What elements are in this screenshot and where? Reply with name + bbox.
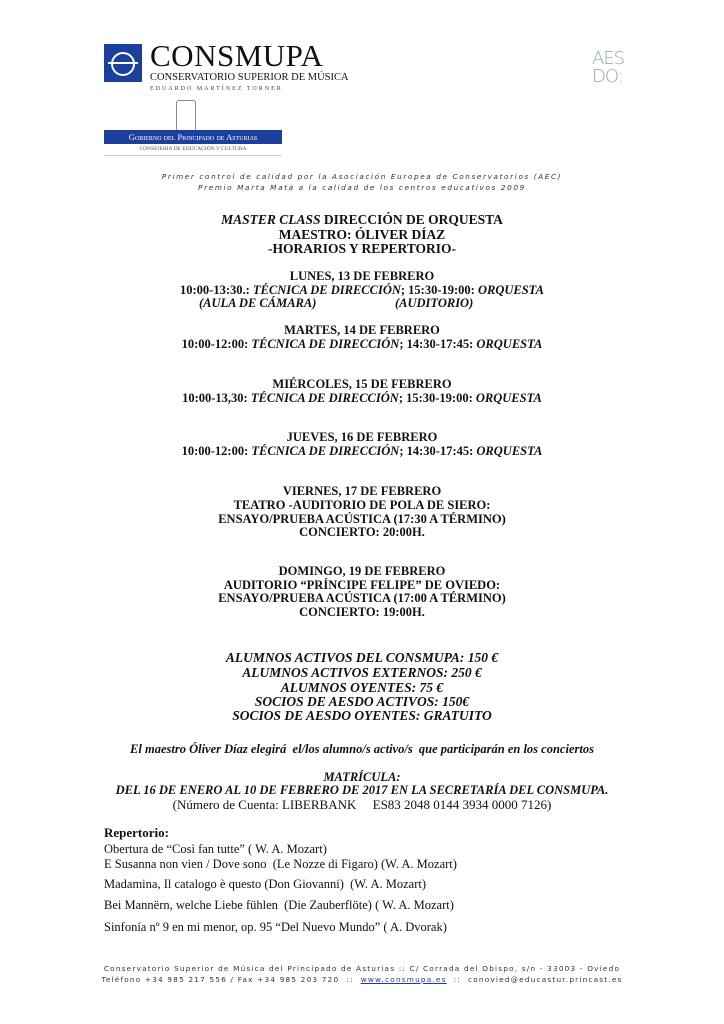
footer-address: Conservatorio Superior de Música del Principado de Asturias :: C/ Corrada del Obispo, s/n - 33003 - Oviedo — [103, 964, 621, 973]
repertoire-item: Bei Mannërn, welche Liebe fühlen (Die Zauberflöte) ( W. A. Mozart) — [104, 898, 454, 912]
day-martes: MARTES, 14 DE FEBRERO — [284, 323, 440, 337]
activity: TÉCNICA DE DIRECCIÓN — [251, 444, 400, 458]
bank-account: (Número de Cuenta: LIBERBANK ES83 2048 0144 3934 0000 7126) — [172, 797, 552, 812]
time: 10:00-12:00: — [181, 444, 252, 458]
activity: ORQUESTA — [476, 444, 543, 458]
quality-line-1: Primer control de calidad por la Asociación Europea de Conservatorios (AEC) — [161, 172, 563, 181]
domingo-concert: CONCIERTO: 19:00H. — [299, 605, 425, 619]
viernes-concert: CONCIERTO: 20:00H. — [299, 525, 425, 539]
time: ; 14:30-17:45: — [399, 337, 477, 351]
fee-item: ALUMNOS ACTIVOS EXTERNOS: 250 € — [242, 665, 482, 680]
gov-banner: Gobierno del Principado de Asturias — [104, 130, 282, 144]
website-link[interactable]: www.consmupa.es — [360, 975, 447, 984]
location-auditorio: (AUDITORIO) — [395, 296, 474, 310]
footer-phone: Teléfono +34 985 217 556 / Fax +34 985 203 720 :: — [101, 975, 361, 984]
domingo-rehearsal: ENSAYO/PRUEBA ACÚSTICA (17:00 A TÉRMINO) — [218, 591, 506, 605]
location-aula: (AULA DE CÁMARA) — [199, 296, 317, 310]
time: ; 15:30-19:00: — [398, 391, 476, 405]
aesdo-logo — [592, 50, 640, 86]
repertoire-item: Madamina, Il catalogo è questo (Don Giovanni) (W. A. Mozart) — [104, 877, 427, 891]
domingo-venue: AUDITORIO “PRÍNCIPE FELIPE” DE OVIEDO: — [223, 578, 501, 592]
matricula-dates: DEL 16 DE ENERO AL 10 DE FEBRERO DE 2017 EN LA SECRETARÍA DEL CONSMUPA. — [115, 783, 609, 797]
title-line-1 — [0, 213, 724, 227]
viernes-venue: TEATRO -AUDITORIO DE POLA DE SIERO: — [233, 498, 491, 512]
time: 10:00-12:00: — [181, 337, 252, 351]
footer-email: :: conovied@educastur.princast.es — [446, 975, 623, 984]
activity: ORQUESTA — [475, 391, 542, 405]
fee-item: ALUMNOS ACTIVOS DEL CONSMUPA: 150 € — [225, 650, 499, 665]
title-line-2: MAESTRO: ÓLIVER DÍAZ — [278, 227, 446, 242]
matricula-label: MATRÍCULA: — [323, 770, 401, 784]
activity: ORQUESTA — [477, 283, 544, 297]
time: 10:00-13:30.: — [180, 283, 253, 297]
schedule-lunes — [0, 283, 724, 297]
day-lunes: LUNES, 13 DE FEBRERO — [289, 269, 435, 283]
title-master-class: MASTER CLASS — [221, 212, 321, 227]
title-line-3: -HORARIOS Y REPERTORIO- — [267, 241, 457, 256]
repertoire-item: Sinfonía nº 9 en mi menor, op. 95 “Del Nuevo Mundo” ( A. Dvorak) — [104, 920, 447, 934]
repertorio-label: Repertorio: — [104, 825, 169, 840]
fee-item: SOCIOS DE AESDO ACTIVOS: 150€ — [254, 694, 470, 709]
gov-subtitle: CONSEJERÍA DE EDUCACIÓN Y CULTURA — [104, 146, 282, 156]
selection-note: El maestro Óliver Díaz elegirá el/los alumno/s activo/s que participarán en los conciertos — [130, 742, 594, 756]
schedule-martes — [0, 337, 724, 351]
fee-item: ALUMNOS OYENTES: 75 € — [280, 680, 444, 695]
repertoire-item: Obertura de “Così fan tutte” ( W. A. Mozart) — [104, 842, 327, 856]
fee-item: SOCIOS DE AESDO OYENTES: GRATUITO — [232, 708, 492, 723]
footer-contact — [0, 973, 724, 987]
quality-line-2: Premio Marta Mata a la calidad de los centros educativos 2009 — [198, 183, 526, 192]
time: 10:00-13,30: — [182, 391, 251, 405]
title-direccion: DIRECCIÓN DE ORQUESTA — [320, 212, 503, 227]
activity: ORQUESTA — [476, 337, 543, 351]
day-jueves: JUEVES, 16 DE FEBRERO — [286, 430, 438, 444]
schedule-jueves — [0, 444, 724, 458]
activity: TÉCNICA DE DIRECCIÓN — [250, 391, 399, 405]
activity: TÉCNICA DE DIRECCIÓN — [252, 283, 401, 297]
repertoire-item: E Susanna non vien / Dove sono (Le Nozze di Figaro) (W. A. Mozart) — [104, 857, 457, 871]
consmupa-emblem-icon — [104, 44, 142, 82]
day-domingo: DOMINGO, 19 DE FEBRERO — [278, 564, 446, 578]
activity: TÉCNICA DE DIRECCIÓN — [251, 337, 400, 351]
schedule-miercoles — [0, 391, 724, 405]
viernes-rehearsal: ENSAYO/PRUEBA ACÚSTICA (17:30 A TÉRMINO) — [218, 512, 506, 526]
brand-subtitle-2: EDUARDO MARTÍNEZ TORNER — [150, 86, 283, 92]
asturias-crest-icon — [176, 100, 196, 132]
day-viernes: VIERNES, 17 DE FEBRERO — [282, 484, 442, 498]
time: ; 14:30-17:45: — [399, 444, 477, 458]
day-miercoles: MIÉRCOLES, 15 DE FEBRERO — [272, 377, 452, 391]
brand-subtitle: CONSERVATORIO SUPERIOR DE MÚSICA — [150, 72, 349, 83]
brand-name: CONSMUPA — [150, 38, 324, 73]
time: ; 15:30-19:00: — [400, 283, 478, 297]
aesdo-logo-text: AES DO: — [592, 48, 625, 87]
